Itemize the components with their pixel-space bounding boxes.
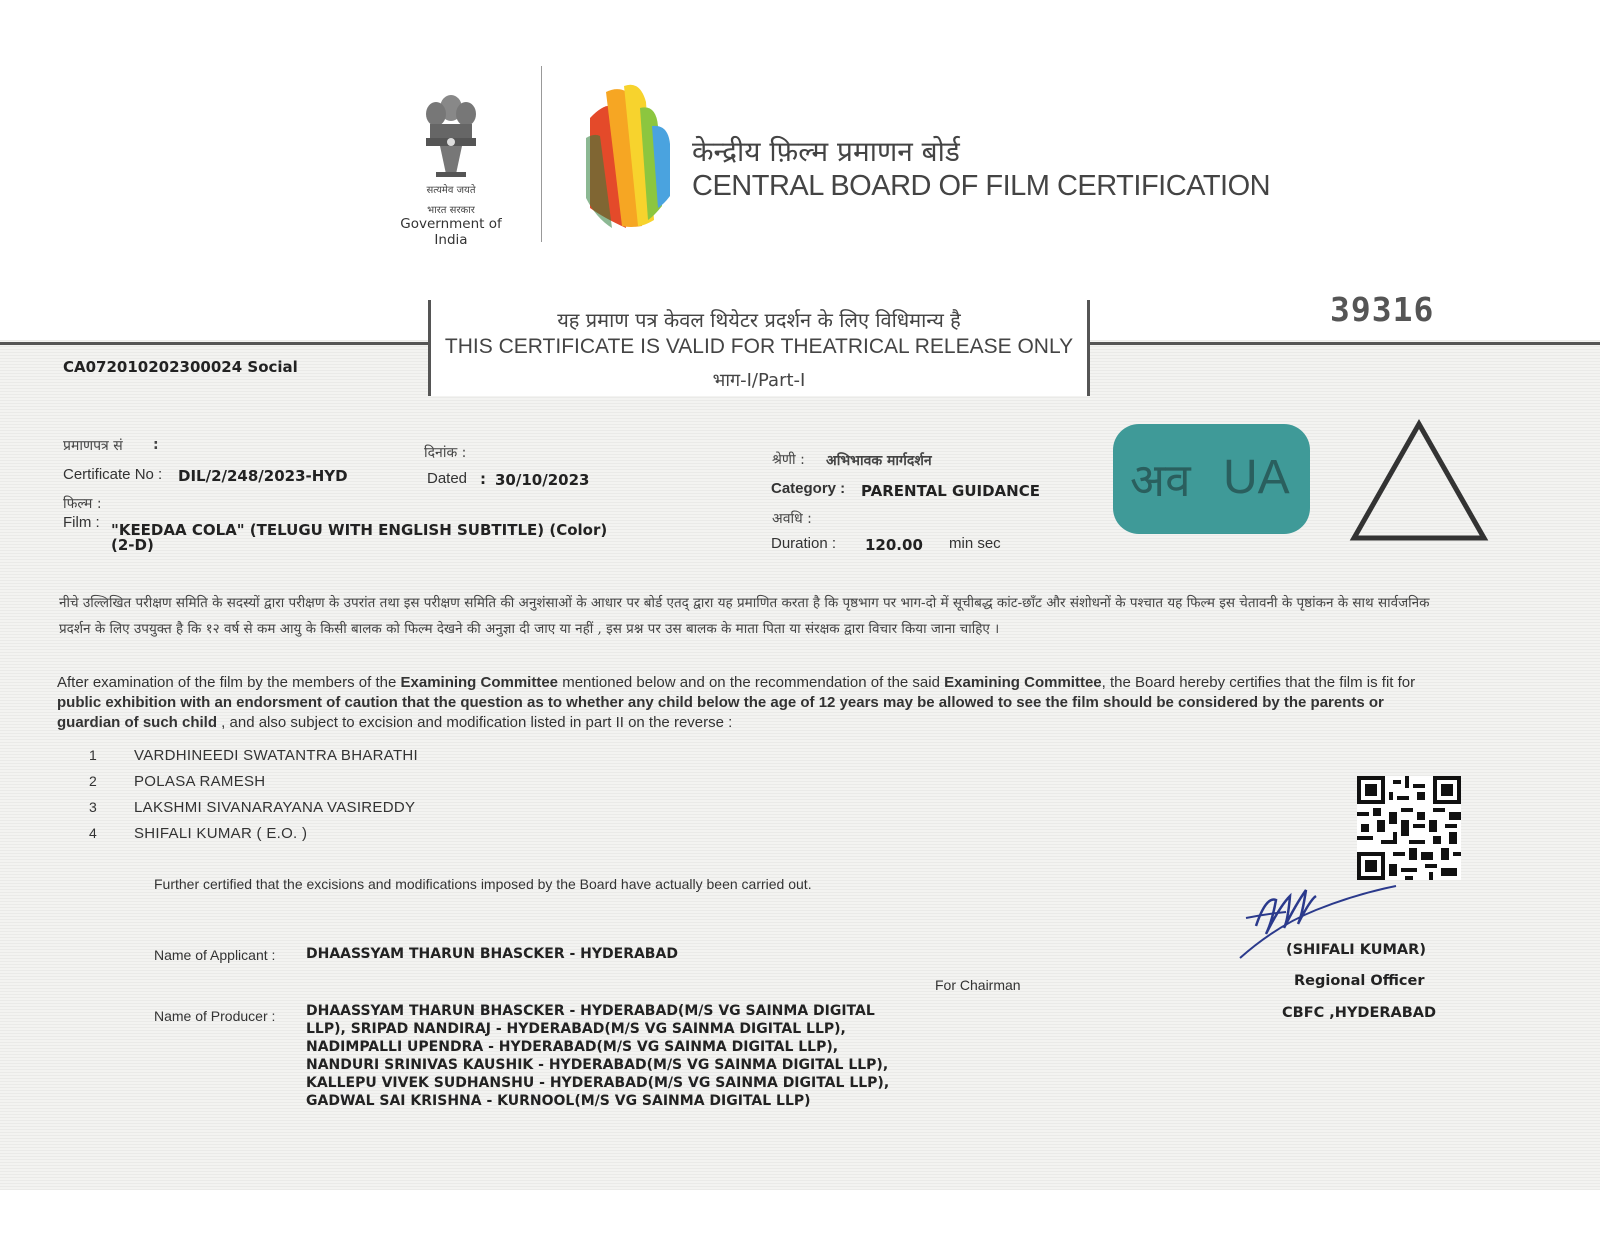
header-rule-right [1086,342,1600,345]
category-value-hindi: अभिभावक मार्गदर्शन [826,453,932,469]
certificate-no-label: Certificate No : [63,466,163,483]
header-divider [541,66,542,242]
cert-text-part-2: Examining Committee [400,674,559,691]
list-item [89,768,418,794]
further-certified-text: Further certified that the excisions and modifications imposed by the Board have actually been carried out. [154,876,812,892]
validity-part: भाग-I/Part-I [712,370,806,391]
film-label: Film : [63,514,100,531]
govt-english: Government of India [400,216,502,248]
certificate-no-value: DIL/2/248/2023-HYD [178,467,348,485]
cert-text-part-6: public exhibition with an endorsment of caution that the question as to whether any child below the age of 12 years may be allowed to see the film should be considered by the parents or guardian of such child [57,694,1384,731]
serial-number: 39316 [1330,290,1435,329]
certificate-no-colon: : [153,437,159,453]
producer-line: NANDURI SRINIVAS KAUSHIK - HYDERABAD(M/S VG SAINMA DIGITAL LLP), [306,1057,889,1073]
date-value: 30/10/2023 [495,471,590,489]
date-label-hindi: दिनांक : [424,445,467,461]
film-value-2d: (2-D) [111,536,154,554]
film-label-hindi: फिल्म : [63,496,102,512]
member-name: POLASA RAMESH [134,772,266,790]
producer-line: NADIMPALLI UPENDRA - HYDERABAD(M/S VG SAINMA DIGITAL LLP), [306,1039,839,1055]
member-number: 2 [89,773,97,789]
rating-badge-english: UA [1223,451,1290,504]
list-item [89,820,418,846]
duration-label-hindi: अवधि : [772,511,812,527]
category-value: PARENTAL GUIDANCE [861,482,1040,500]
govt-hindi: भारत सरकार [427,205,475,216]
emblem-motto: सत्यमेव जयते [426,185,476,196]
producer-line: LLP), SRIPAD NANDIRAJ - HYDERABAD(M/S VG SAINMA DIGITAL LLP), [306,1021,846,1037]
duration-unit: min sec [949,535,1001,552]
cert-text-part-1: After examination of the film by the members of the [57,674,401,691]
list-item [89,794,418,820]
rating-badge-hindi: अव [1130,453,1191,507]
cert-text-part-3: mentioned below and on the recommendation of the said [558,674,945,691]
national-emblem-icon [418,86,484,182]
triangle-icon [1348,418,1490,542]
member-number: 3 [89,799,97,815]
signatory-title: Regional Officer [1294,973,1425,989]
certificate-no-label-hindi: प्रमाणपत्र सं [63,438,123,454]
cert-text-part-7: , and also subject to excision and modification listed in part II on the reverse : [217,714,733,731]
producer-line: GADWAL SAI KRISHNA - KURNOOL(M/S VG SAINMA DIGITAL LLP) [306,1093,811,1109]
signatory-office: CBFC ,HYDERABAD [1282,1005,1437,1021]
member-number: 1 [89,747,97,763]
validity-english: THIS CERTIFICATE IS VALID FOR THEATRICAL RELEASE ONLY [444,335,1074,358]
certification-text-hindi: नीचे उल्लिखित परीक्षण समिति के सदस्यों द्वारा परीक्षण के उपरांत तथा इस परीक्षण समिति की अनुशंसाओं के आधार पर बोर्ड एतद् द्वारा यह प्रमाणित करता है कि पृष्ठभाग पर भाग-दो में सूचीबद्ध कांट-छाँट और संशोधनों के पश्चात यह फिल्म इस चेतावनी के पृष्ठांकन के साथ सार्वजनिक प्रदर्शन के लिए उपयुक्त है कि १२ वर्ष से कम आयु के किसी बालक को फिल्म देखने की अनुज्ञा दी जाए या नहीं , इस प्रश्न पर उस बालक के माता पिता या संरक्षक द्वारा विचार किया जाना चाहिए । [59,595,1430,637]
producer-line: DHAASSYAM THARUN BHASCKER - HYDERABAD(M/S VG SAINMA DIGITAL [306,1003,875,1019]
applicant-value: DHAASSYAM THARUN BHASCKER - HYDERABAD [306,946,678,962]
board-name-hindi: केन्द्रीय फ़िल्म प्रमाणन बोर्ड [692,135,960,168]
member-name: LAKSHMI SIVANARAYANA VASIREDDY [134,798,416,816]
board-name-english: CENTRAL BOARD OF FILM CERTIFICATION [692,170,1271,202]
duration-value: 120.00 [865,536,923,554]
category-label: Category : [771,480,846,497]
duration-label: Duration : [771,535,837,552]
member-name: SHIFALI KUMAR ( E.O. ) [134,824,308,842]
category-label-hindi: श्रेणी : [772,452,805,468]
reference-code: CA072010202300024 Social [63,358,298,376]
cert-text-part-4: Examining Committee [944,674,1102,691]
signatory-name: (SHIFALI KUMAR) [1286,942,1426,958]
film-value: "KEEDAA COLA" (TELUGU WITH ENGLISH SUBTITLE) (Color) [111,521,608,539]
cert-text-part-5: , the Board hereby certifies that the film is fit for [1101,674,1416,691]
producer-label: Name of Producer : [154,1008,276,1024]
date-colon: : [480,470,486,488]
producer-line: KALLEPU VIVEK SUDHANSHU - HYDERABAD(M/S VG SAINMA DIGITAL LLP), [306,1075,890,1091]
validity-hindi: यह प्रमाण पत्र केवल थियेटर प्रदर्शन के लिए विधिमान्य है [557,308,961,332]
certification-text-english [57,673,1447,733]
cbfc-logo-icon [584,78,680,233]
date-label: Dated [427,470,468,487]
producer-list [306,1002,889,1110]
member-name: VARDHINEEDI SWATANTRA BHARATHI [134,746,419,764]
for-chairman: For Chairman [935,977,1021,993]
header-rule-left [0,342,430,345]
member-number: 4 [89,825,97,841]
committee-members-list [89,742,418,846]
list-item [89,742,418,768]
applicant-label: Name of Applicant : [154,947,276,963]
qr-code-icon [1357,776,1461,880]
